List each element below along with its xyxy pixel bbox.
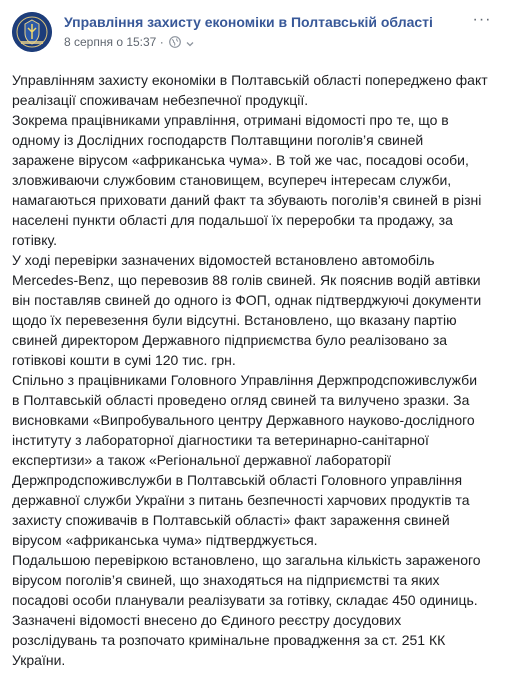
page-avatar[interactable] (12, 12, 52, 52)
post-paragraph: Зокрема працівниками управління, отримані відомості про те, що в одному із Дослідних господарств Полтавщини поголів’я свиней заражене вірусом «африканська чума». В той же час, посадові особи, зловживаючи службовим становищем, всупереч інтересам служби, намагаються приховати даний факт та збувають поголів’я свиней в різні населені пункти області для подальшої їх переробки та продажу, за готівку. (12, 112, 482, 248)
meta-separator: · (159, 35, 164, 49)
post-paragraph: У ході перевірки зазначених відомостей встановлено автомобіль Mercedes-Benz, що перевозив 88 голів свиней. Як пояснив водій автівки він поставляв свиней до одного із ФОП, однак підтверджуючі документи щодо їх перевезення були відсутні. Встановлено, що вказану партію свиней директором Державного підприємства було реалізовано за готівкові кошти в сумі 120 тис. грн. (12, 252, 482, 368)
post-meta (64, 35, 194, 51)
globe-icon (169, 36, 181, 51)
emblem-icon (12, 12, 52, 52)
more-options-button[interactable]: ··· (472, 11, 492, 28)
post-paragraph: Спільно з працівниками Головного Управління Держпродспоживслужби в Полтавській області проведено огляд свиней та вилучено зразки. За висновками «Випробувального центру Державного науково-дослідного інституту з лабораторної діагностики та ветеринарно-санітарної експертизи» а також «Регіональної державної лабораторії Держпродспоживслужби в Полтавській області Головного управління державної служби України з питань безпечності харчових продуктів та захисту споживачів в Полтавській області» факт зараження свиней вірусом «африканська чума» підтверджується. (12, 372, 478, 548)
post-text (12, 70, 488, 670)
post-paragraph: Управлінням захисту економіки в Полтавській області попереджено факт реалізації споживачам небезпечної продукції. (12, 72, 488, 108)
page-name-link[interactable]: Управління захисту економіки в Полтавській області (64, 14, 433, 30)
post-paragraph: Подальшою перевіркою встановлено, що загальна кількість зараженого вірусом поголів’я свиней, що знаходяться на підприємстві та яких посадові особи планували реалізувати за готівку, складає 450 одиниць. Зазначені відомості внесено до Єдиного реєстру досудових розслідувань та розпочато кримінальне провадження за ст. 251 КК України. (12, 552, 481, 668)
chevron-down-icon[interactable] (186, 37, 194, 51)
post-header (12, 12, 496, 58)
post-timestamp[interactable]: 8 серпня о 15:37 (64, 35, 157, 49)
